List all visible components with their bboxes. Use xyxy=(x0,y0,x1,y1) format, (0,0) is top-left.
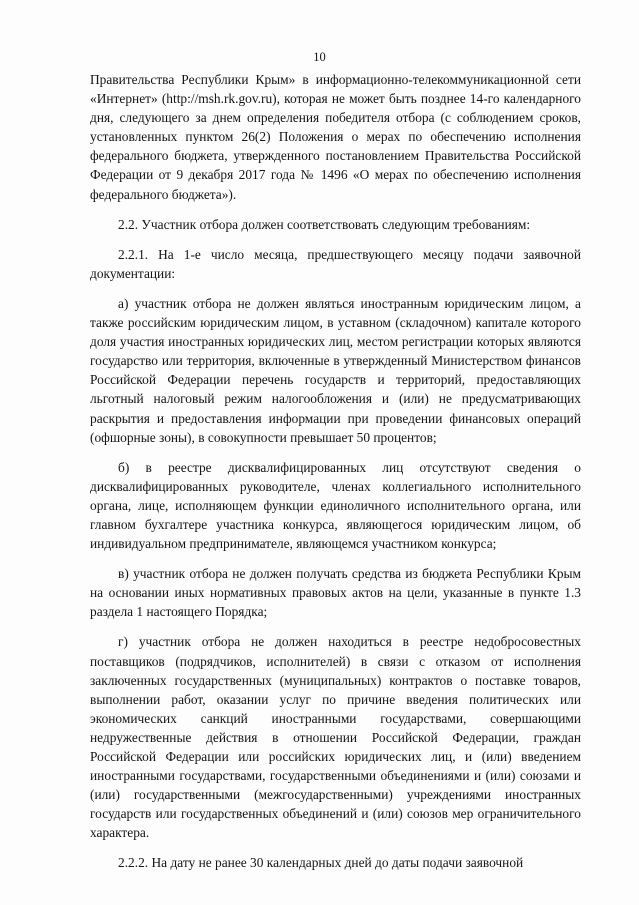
paragraph-2-2: 2.2. Участник отбора должен соответствовать следующим требованиям: xyxy=(118,216,531,232)
page-number: 10 xyxy=(313,50,326,64)
paragraph-item-a: а) участник отбора не должен являться иностранным юридическим лицом, а также российским юридическим лицом, в уставном (складочном) капитале которого доля участия иностранных юридических лиц, местом регистрации которых являются государство или территория, включенные в утвержденный Министерством финансов Российской Федерации перечень государств и территорий, предоставляющих льготный налоговый режим налогообложения и (или) не предусматривающих раскрытия и предоставления информации при проведении финансовых операций (офшорные зоны), в совокупности превышает 50 процентов; xyxy=(90,295,581,445)
paragraph-item-v: в) участник отбора не должен получать средства из бюджета Республики Крым на основании иных нормативных правовых актов на цели, указанные в пункте 1.3 раздела 1 настоящего Порядка; xyxy=(90,566,581,620)
paragraph-2-2-2: 2.2.2. На дату не ранее 30 календарных дней до даты подачи заявочной xyxy=(118,855,524,871)
paragraph-2-2-1: 2.2.1. На 1-е число месяца, предшествующего месяцу подачи заявочной документации: xyxy=(90,246,581,281)
paragraph-item-g: г) участник отбора не должен находиться в реестре недобросовестных поставщиков (подрядчиков, исполнителей) в связи с отказом от исполнения заключенных государственных (муниципальных) контрактов о поставке товаров, выполнении работ, оказании услуг по причине введения политических или экономических санкций иностранными государствами, совершающими недружественные действия в отношении Российской Федерации, граждан Российской Федерации или российских юридических лиц, и (или) введением иностранными государствами, государственными объединениями и (или) союзами и (или) государственными (межгосударственными) учреждениями иностранных государств или государственных объединений и (или) союзов мер ограничительного характера. xyxy=(90,634,581,841)
paragraph-continuation: Правительства Республики Крым» в информационно-телекоммуникационной сети «Интернет» (http://msh.rk.gov.ru), которая не может быть позднее 14-го календарного дня, следующего за днем определения победителя отбора (с соблюдением сроков, установленных пунктом 26(2) Положения о мерах по обеспечению исполнения федерального бюджета, утвержденного постановлением Правительства Российской Федерации от 9 декабря 2017 года № 1496 «О мерах по обеспечению исполнения федерального бюджета»). xyxy=(90,72,581,202)
document-body xyxy=(90,70,581,873)
paragraph-item-b: б) в реестре дисквалифицированных лиц отсутствуют сведения о дисквалифицированных руководителе, членах коллегиального исполнительного органа, лице, исполняющем функции единоличного исполнительного органа, или главном бухгалтере участника конкурса, являющегося юридическим лицом, об индивидуальном предпринимателе, являющемся участником конкурса; xyxy=(90,459,581,552)
